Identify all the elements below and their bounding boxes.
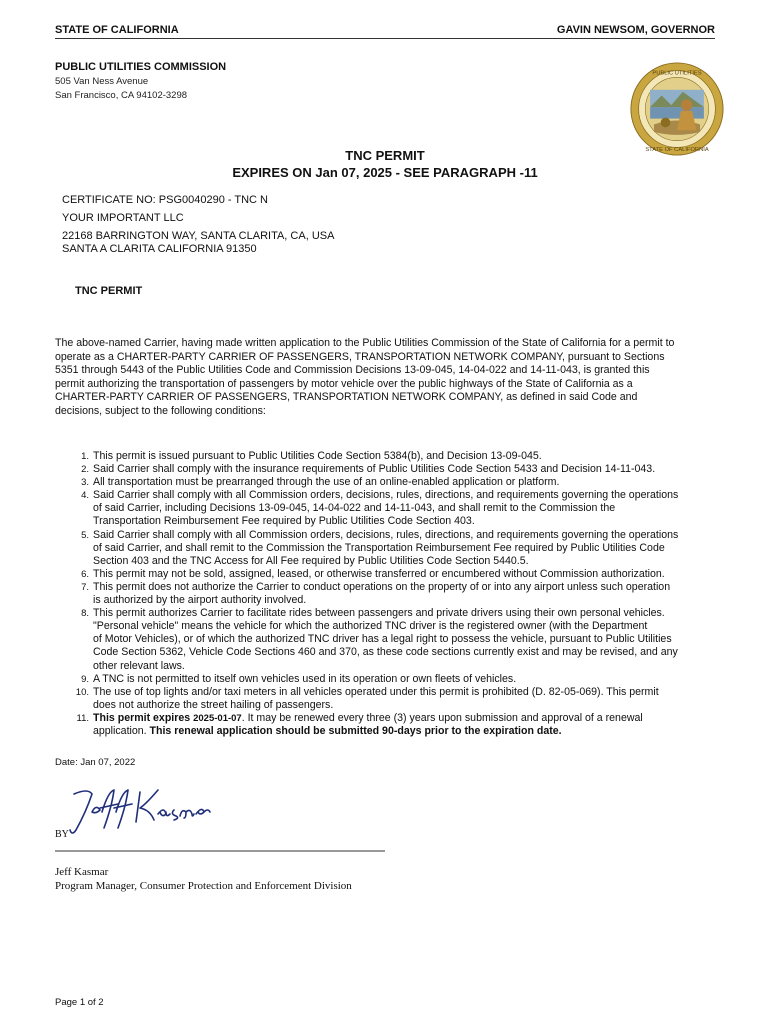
- issue-date: Date: Jan 07, 2022: [55, 757, 136, 768]
- condition-text: [93, 686, 721, 712]
- condition-number: 11.: [76, 712, 89, 724]
- agency-address-line1: 505 Van Ness Avenue: [55, 76, 149, 87]
- signer-name: Jeff Kasmar: [55, 866, 109, 878]
- california-seal-icon: [629, 61, 725, 157]
- condition-line: Code Section 5362, Vehicle Code Sections 460 and 370, as these code sections currently exist and may be revised, and any: [93, 646, 678, 659]
- condition-line: does not authorize the street hailing of passengers.: [93, 698, 334, 711]
- condition-line: All transportation must be prearranged through the use of an online-enabled application or platform.: [93, 476, 560, 489]
- condition-line: The use of top lights and/or taxi meters in all vehicles operated under this permit is prohibited (D. 82-05-069). This permit: [93, 685, 659, 698]
- condition-line: of Motor Vehicles), or of which the authorized TNC driver has a legal right to possess the vehicle, pursuant to Public Utilities: [93, 633, 672, 646]
- condition-line: "Personal vehicle" means the vehicle for which the authorized TNC driver is the registered owner (with the Department: [93, 620, 648, 633]
- condition-number: 7.: [81, 581, 89, 593]
- condition-line: of said Carrier, and shall remit to the Commission the Transportation Reimbursement Fee required by Public Utilities Code: [93, 541, 665, 554]
- condition-item-1: [55, 450, 721, 463]
- header-governor: GAVIN NEWSOM, GOVERNOR: [556, 24, 715, 36]
- intro-line: 5351 through 5443 of the Public Utilities Code and Commission Decisions 13-09-045, 14-04-022 and 14-11-043, is granted this: [55, 364, 650, 377]
- expires-lead: This permit expires: [93, 711, 191, 724]
- intro-line: decisions, subject to the following conditions:: [55, 404, 266, 417]
- certificate-address-line1: 22168 BARRINGTON WAY, SANTA CLARITA, CA, USA: [62, 230, 335, 242]
- condition-item-7: [55, 581, 721, 607]
- agency-name: PUBLIC UTILITIES COMMISSION: [55, 61, 227, 73]
- condition-text: [93, 450, 721, 463]
- signature-line: [55, 850, 385, 852]
- condition-line: is authorized by the airport authority involved.: [93, 594, 307, 607]
- condition-item-4: [55, 489, 721, 528]
- condition-line: This permit is issued pursuant to Public Utilities Code Section 5384(b), and Decision 13-09-045.: [93, 450, 542, 462]
- intro-line: CHARTER-PARTY CARRIER OF PASSENGERS, TRANSPORTATION NETWORK COMPANY, as defined in said Code and: [55, 391, 638, 404]
- condition-line: Transportation Reimbursement Fee required by Public Utilities Code Section 403.: [93, 515, 475, 528]
- expires-date: 2025-01-07: [193, 712, 242, 724]
- condition-number: 4.: [81, 490, 89, 502]
- condition-number: 9.: [81, 673, 89, 685]
- condition-line: other relevant laws.: [93, 659, 185, 672]
- condition-item-5: [55, 529, 721, 568]
- condition-item-10: [55, 686, 721, 712]
- condition-item-11: [55, 712, 721, 738]
- certificate-holder: YOUR IMPORTANT LLC: [62, 212, 184, 224]
- header-divider: [55, 38, 715, 39]
- signature-icon: [62, 782, 212, 837]
- condition-number: 10.: [75, 686, 89, 698]
- certificate-number: CERTIFICATE NO: PSG0040290 - TNC N: [62, 194, 269, 206]
- condition-text: [93, 712, 721, 738]
- condition-item-6: [55, 568, 721, 581]
- condition-number: 6.: [81, 568, 89, 580]
- signature-by-label: BY: [55, 829, 69, 840]
- agency-address-line2: San Francisco, CA 94102-3298: [55, 90, 188, 101]
- title-expiry: EXPIRES ON Jan 07, 2025 - SEE PARAGRAPH -11: [232, 165, 538, 180]
- intro-line: permit authorizing the transportation of passengers by motor vehicle over the public highways of the State of California as a: [55, 377, 633, 390]
- intro-paragraph: [55, 337, 721, 419]
- condition-text: [93, 529, 721, 568]
- condition-text: [93, 581, 721, 607]
- renewal-text-2: application.: [93, 724, 150, 737]
- condition-text: [93, 476, 721, 489]
- header-state: STATE OF CALIFORNIA: [55, 24, 179, 36]
- condition-item-3: [55, 476, 721, 489]
- conditions-list: [55, 450, 721, 738]
- condition-number: 3.: [81, 477, 89, 489]
- condition-line: of said Carrier, including Decisions 13-09-045, 14-04-022 and 14-11-043, and shall remit to the Commission the: [93, 502, 616, 515]
- condition-item-9: [55, 673, 721, 686]
- intro-line: operate as a CHARTER-PARTY CARRIER OF PASSENGERS, TRANSPORTATION NETWORK COMPANY, pursuant to Sections: [55, 350, 665, 363]
- svg-text:STATE OF CALIFORNIA: STATE OF CALIFORNIA: [645, 147, 709, 154]
- permit-subtitle: TNC PERMIT: [75, 285, 143, 297]
- condition-number: 5.: [81, 529, 89, 541]
- condition-number: 2.: [81, 464, 89, 476]
- certificate-address-line2: SANTA A CLARITA CALIFORNIA 91350: [62, 243, 257, 255]
- intro-line: The above-named Carrier, having made written application to the Public Utilities Commission of the State of California for a permit to: [55, 337, 675, 349]
- condition-text: [93, 489, 721, 528]
- condition-text: [93, 673, 721, 686]
- condition-number: 1.: [81, 451, 89, 462]
- renewal-deadline: This renewal application should be submitted 90-days prior to the expiration date.: [149, 724, 562, 737]
- page-number: Page 1 of 2: [55, 997, 104, 1008]
- condition-line: This permit authorizes Carrier to facilitate rides between passengers and private drivers using their own personal vehicles.: [93, 607, 665, 620]
- renewal-text: . It may be renewed every three (3) years upon submission and approval of a renewal: [241, 711, 643, 724]
- condition-item-2: [55, 463, 721, 476]
- condition-line: Said Carrier shall comply with all Commission orders, decisions, rules, directions, and requirements governing the operations: [93, 528, 679, 541]
- condition-text: [93, 463, 721, 476]
- condition-number: 8.: [81, 608, 89, 620]
- condition-text: [93, 568, 721, 581]
- condition-line: This permit may not be sold, assigned, leased, or otherwise transferred or encumbered without Commission authorization.: [93, 567, 665, 580]
- condition-line: Said Carrier shall comply with all Commission orders, decisions, rules, directions, and requirements governing the operations: [93, 489, 679, 502]
- condition-line: A TNC is not permitted to itself own vehicles used in its operation or own fleets of vehicles.: [93, 672, 517, 685]
- condition-line: Section 403 and the TNC Access for All Fee required by Public Utilities Code Section 5440.5.: [93, 554, 529, 567]
- title-line1: TNC PERMIT: [345, 148, 425, 163]
- signer-title: Program Manager, Consumer Protection and Enforcement Division: [55, 880, 352, 892]
- svg-text:PUBLIC UTILITIES: PUBLIC UTILITIES: [652, 70, 702, 77]
- permit-title: [0, 147, 770, 181]
- condition-line: Said Carrier shall comply with the insurance requirements of Public Utilities Code Section 5433 and Decision 14-11-043.: [93, 463, 656, 476]
- condition-line: This permit does not authorize the Carrier to conduct operations on the property of or into any airport unless such operation: [93, 580, 671, 593]
- condition-text: [93, 607, 721, 672]
- condition-item-8: [55, 607, 721, 672]
